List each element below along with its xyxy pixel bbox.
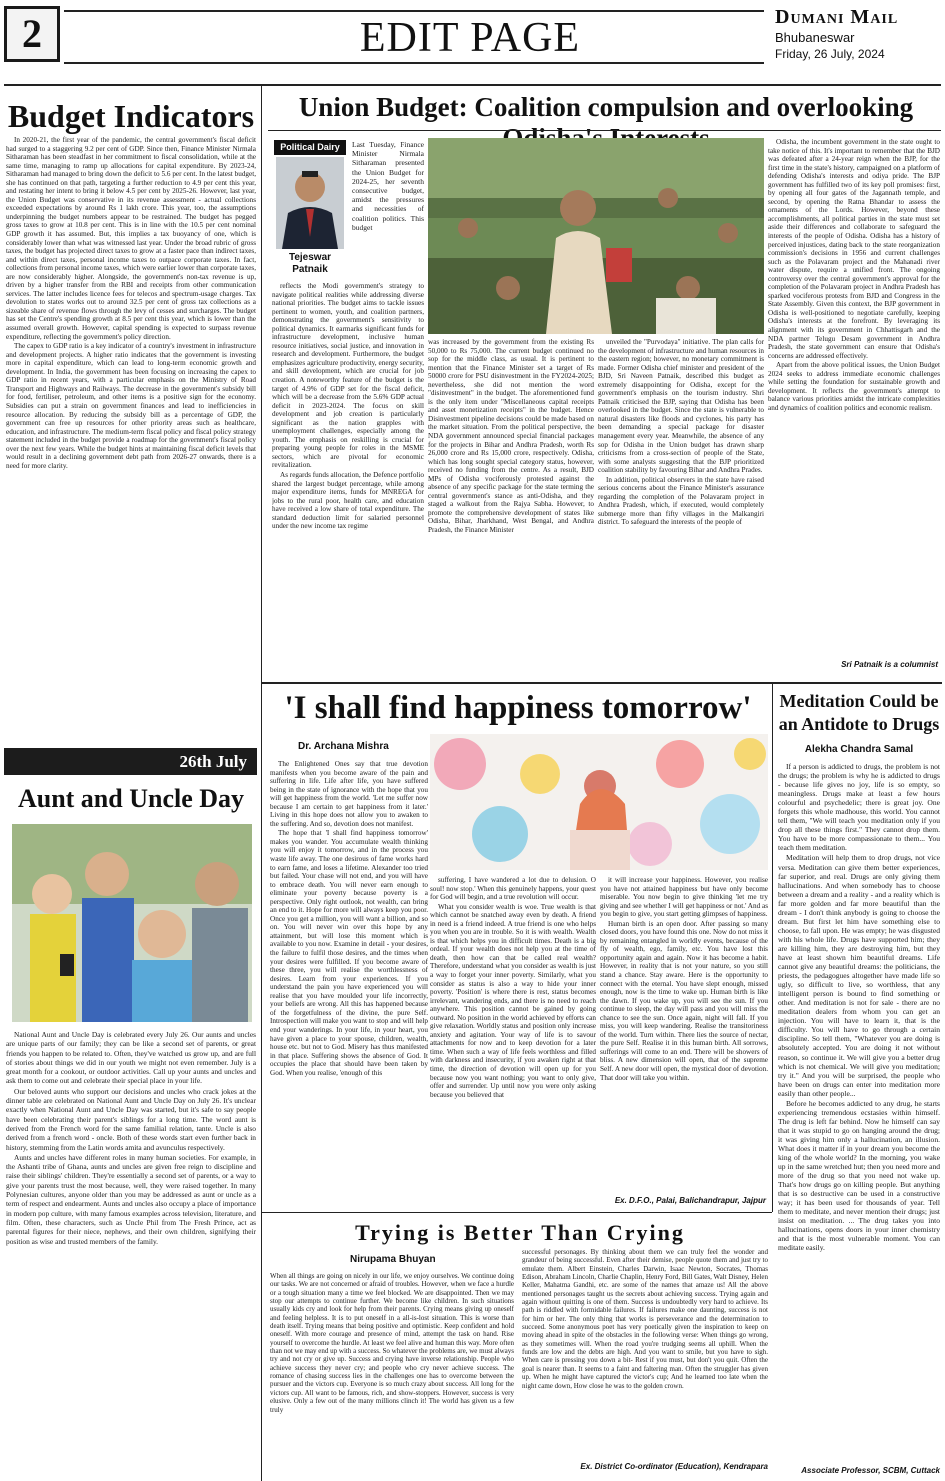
aunt-uncle-para-2: Our beloved aunts who support our decisions and uncles who crack jokes at the dinner table are celebrated on National Aunt and Uncle Day on July 26. It's unclear exactly when National Aunt and Uncle Day was started, but it's safe to say people have been celebrating their parent's siblings for a long time. The word aunt is derived from the French word for the same familial relation, tante. Uncle is also derived from a french word - oncle. Both of these words start even further back in history, stemming from the Latin words amita and avunculus respectively. [6, 1086, 256, 1152]
budget-indicators-para-1: In 2020-21, the first year of the pandemic, the central government's fiscal deficit had surged to a staggering 9.2 per cent of GDP. Since then, Finance Minister Nirmala Sitharaman has been steadfast in her commitment to fiscal consolidation, while at the same time, managing to ramp up allocations for capital expenditure. By 2023-24, Sitharaman had managed to bring down the deficit to 5.6 per cent. In the latest budget, she has continued on that path, targeting a further reduction to 4.9 per cent this year, and restating her intent to bring it below 4.5 per cent by 2025-26. However, last year, the Union Budget was conservative in its revenue assessment - actual collections exceeded expectations by around Rs 1 lakh crore. This year, too, the assumptions underpinning the budget numbers appear to be restrained. The budget has pegged gross taxes to grow at 10.8 per cent. This is in line with the 10.5 per cent nominal GDP growth it has assumed. But, this implies a tax buoyancy of one, which is considerably lower than what was witnessed last year. Under the broad rubric of gross taxes, the budget has projected direct taxes to grow at a faster pace than indirect taxes, and within direct taxes, personal income taxes to outpace corporate taxes. In fact, collections from personal income taxes, which were earlier lower than corporate taxes, are now considerably higher. Alongside, the government's non-tax revenue is up, driven by a higher transfer from the RBI and receipts from other communication services. The latter includes licence fees for telecos and spectrum-usage charges. Tax devolution to states works out to around 32.5 per cent of gross tax collections as a sizeable share of revenue flows through the levy of cesses and surcharges. The budget has set the Centre's spending growth at 8.5 per cent this year, which is lower than the assumed overall growth. However, capital spending is expected to surpass revenue expenditure, reflecting the government's policy direction. [6, 136, 256, 341]
paragraph: The hope that 'I shall find happiness tomorrow' makes you wander. You accumulate wealth thinking you will enjoy it tomorrow, and in the process you waste life away. The one desirous of fame works hard to earn fame, and loses a lifetime. Alexander too tried but failed. Your chase will not end, and you will have to embrace death. You will never earn enough to eliminate your poverty because poverty is a perspective. Only right outlook, not wealth, can bring an end to it. Hope for more will always keep you poor. Once you get a million, you will want a billion, and so on. You will never win over this hope by any attainment, but will lose this moment which is available to you now. Examine in detail - your desires, the failure to fulfil those desires, and the times when your desires were fulfilled. If you become aware of these three, you will realise the worthlessness of desires. Learn from your experiences. If you understand the pain you have experienced you will realise that you have moulded your life incorrectly, your beliefs are wrong. All this has happened because of the forgetfulness of the divine, the pure Self. Introspection will make you want to stop and will help end your wanderings. In your life, in your heart, you have given a place to your spouse, children, wealth, house etc. but not to God. Misery has thus manifested in that place. Suffering shows the absence of God. It occupies the place that should have been taken by God. When you realise, 'enough of this [270, 829, 428, 1077]
masthead-rule-top [64, 10, 764, 12]
political-dairy-label: Political Dairy [274, 140, 346, 155]
aunt-uncle-para-3: Aunts and uncles have different roles in many human societies. For example, in the Ashanti tribe of Ghana, aunts and uncles are given free reign to discipline and raise their siblings' children. They're essentially a second set of parents, or a way to give your parents trust the most because, well, they were raised together. In many Polynesian cultures, anyone older than you may be addressed as aunt or uncle as a term of respect and endearment. Aunts and uncles also occupy a place of importance in modern pop culture, with many famous examples across television, literature, and film. Often, these characters, such as Uncle Phil from The Fresh Prince, act as parental figures for their niece, nephews, and their own children, signifying their position as wise and trusted members of the family. [6, 1152, 256, 1246]
upper-lower-divider [262, 682, 942, 684]
aunt-uncle-body [6, 1030, 256, 1476]
meditation-headline: Meditation Could be an Antidote to Drugs [778, 691, 940, 734]
meditation-footnote: Associate Professor, SCBM, Cuttack [801, 1466, 940, 1475]
meditation-divider [772, 684, 773, 1212]
family-photo [12, 824, 252, 1022]
union-budget-col-2: was increased by the government from the existing Rs 50,000 to Rs 75,000. The current budget continued no sop for the middle class, as usual. It is pertinent to mention that the Finance Minister set a target of Rs 50000 crore for PSU disinvestment in the FY2024-2025; nevertheless, she did not mention the word "disinvestment" in the budget. The aforementioned fund is the only item under "Miscellaneous capital receipts and asset monetization receipts" in the budget. Hence Disinvestment pipeline decisions could be made based on the market situation. From the political perspective, the NDA government announced special financial packages for the projects in Bihar and Andhra Pradesh, worth Rs 26,000 crore and Rs 15,000 crore, respectively. Odisha, which has long sought special category status, however, received no funding from the centre. As a result, BJD MPs of Odisha vociferously protested against the absence of any specific package for the state terming the central government's stance as anti-Odisha, and they staged a walkout from the Rajya Sabha. However, to promote the comprehensive development of states like Odisha, Bihar, Jharkhand, West Bengal, and Andhra Pradesh, the Finance Minister [428, 338, 594, 535]
paragraph: Human birth is an open door. After passing so many closed doors, you have found this one. Now do not miss it by remaining entangled in worldly events, because of the fly of wealth, ego, family, etc. You have lost this opportunity again and again. Now it has become a habit. However, in reality that is not your nature, so you still stand a chance. Stay aware. Here is the opportunity to connect with the eternal. You have slept enough, missed enough, now is the time to wake up. Human birth is like the dawn. If you wake up, you will see the sun. If you continue to sleep, the day will pass and you will miss the chance to see the sun. Once again, night will fall. If you miss, you will keep wandering. Realise the transitoriness of the world. Turn within. There lies the source of nectar, the pure Self. Realise it in this human birth. All sorrows, sufferings will come to an end. There will be showers of bliss. A new dimension will open, that of the supreme Self. A new door will open, the mystical door of devotion. That door will take you within. [600, 919, 768, 1082]
union-headline-rule [268, 130, 941, 131]
budget-indicators-body [6, 136, 256, 738]
budget-indicators-headline: Budget Indicators [7, 98, 255, 134]
union-budget-col-4 [768, 138, 940, 658]
happiness-byline: Dr. Archana Mishra [298, 741, 389, 752]
paragraph: The Enlightened Ones say that true devotion manifests when you become aware of the pain and suffering in life. Life after life, you have suffered being in the state of ignorance with the hope that you will get happiness from the world. 'Let me suffer now because I am certain to get happiness from it later.' Living in this hope does not allow you to awaken to the suffering. And so, devotion does not manifest. [270, 760, 428, 828]
left-column-divider [261, 86, 262, 1481]
union-budget-col-3 [598, 338, 764, 676]
paragraph: In addition, political observers in the state have raised serious concerns about the Finance Minister's assurance regarding the completion of the Polavaram project in Andhra Pradesh, which, if executed, would completely submerge more than fifty villages in the Malkangiri district. To safeguard the interests of the people of [598, 475, 764, 527]
paragraph: suffering, I have wandered a lot due to delusion. O soul! now stop.' When this genuinely happens, your quest for God will begin, and a true revolution will occur. [430, 876, 596, 902]
issue-date: Friday, 26 July, 2024 [775, 47, 885, 61]
paragraph: If a person is addicted to drugs, the problem is not the drugs; the problem is why he is addicted to drugs - because life gives no joy, life is so empty, so meaningless. Drugs make at least a few hours colourful and psychedelic; there is great joy. One forgets this whole madhouse, this world. You cannot tell them, "We will teach you meditation only if you drop all these things first." They cannot drop them. You have to be more compassionate to them... You teach them meditation. [778, 762, 940, 853]
author-portrait [276, 157, 344, 249]
brand-name: Dumani Mail [775, 6, 899, 28]
paragraph: Before he becomes addicted to any drug, he starts experiencing tremendous ecstasies within himself. The drug is left far behind. Now he himself can say that it was stupid to go on hanging around the drug; it was giving him only a hallucination, an illusion. What does it matter if in your dream you become the king of the whole world? In the morning, you wake up in the same wretched hut; then you need more and more of the drug so that you need not wake up. That's how drugs go on killing people. But anything that is so destructive can be used in a constructive way; it has been used for thousands of year. Tell them to meditate, and never mention their drugs; just insist on meditation. ... The drug takes you into hallucinations, opens doors in your inner chemistry and that is the most vulnerable moment. You can meditate easily. [778, 1098, 940, 1253]
city: Bhubaneswar [775, 30, 855, 45]
trying-headline: Trying is Better Than Crying [355, 1220, 685, 1245]
masthead-rule-bottom [64, 62, 764, 64]
happiness-col-3 [600, 876, 768, 1192]
paragraph: it will increase your happiness. However, you realise you have not attained happiness but have only become miserable. You now begin to give thinking 'let me try giving and see whether I will get happiness or not.' And as you begin to give, you start getting glimpses of happiness. [600, 876, 768, 919]
parliament-photo [428, 138, 764, 334]
balloons-photo [430, 734, 768, 870]
date-band: 26th July [4, 748, 257, 775]
meditation-body [778, 762, 940, 1464]
trying-footnote: Ex. District Co-ordinator (Education), Kendrapara [580, 1462, 768, 1471]
union-budget-footnote: Sri Patnaik is a columnist [841, 660, 938, 669]
union-budget-intro: Last Tuesday, Finance Minister Nirmala Sitharaman presented the Union Budget for 2024-25, her seventh consecutive budget, amidst the pressures and necessities of coalition politics. This budget [352, 140, 424, 232]
meditation-byline: Alekha Chandra Samal [804, 744, 914, 755]
paragraph: Apart from the above political issues, the Union Budget 2024 seeks to address immediate economic challenges while setting the foundation for sustainable growth and development. It reflects the government's attempt to balance various priorities amidst the intricate complexities and dynamics of coalition politics and economic realism. [768, 361, 940, 412]
happiness-headline: 'I shall find happiness tomorrow' [284, 690, 752, 726]
trying-col-1: When all things are going on nicely in our life, we enjoy ourselves. We continue doing our tasks. We are not concerned or afraid of troubles. However, when we face a hurdle or a tough situation many a time we feel blocked. We are disappointed. Then we may stop our attempts to continue further. We become like children. In such situations usually kids cry and look for help from their parents. Crying means giving up oneself and feeling helpless. It is to put oneself in a all-is-lost situation. This is worse than death itself. Trying means that being positive and optimistic. Keep confident and hold oneself. With more courage and presence of mind, attempt the task on hand. Rise yourself to overcome the hurdle. At least we feel alive and human this way. More often than not we may end up with a success. So whatever the problems are, we must always try and not cry or give up. Success and crying have inverse relationship. People who achieve success they never cry; and people who cry never achieve success. The romance of chasing success lies in the challenges one has to overcome between the pursuer and the victors cup. Everyone is so much crazy about success. All long for the victors cup. All want to be famous, rich, and show-stoppers. However, success is very elusive. Only a few out of the many millions clinch it! The world has given us a few truly [270, 1272, 514, 1414]
happiness-col-1 [270, 760, 428, 1210]
trying-col-2: successful personages. By thinking about them we can truly feel the wonder and grandeur of being successful. Even after their demise, people quote them and just try to emulate them. Albert Einstein, Charles Darwin, Isaac Newton, Socrates, Thomas Edison, Abraham Lincoln, Charlie Chaplin, Henry Ford, Bill Gates, Walt Disney, Helen Keller, Mahatma Gandhi, etc. are some of the names that amaze us! All the above mentioned personages taught us the secrets about achieving success. Trying again and again without quitting is one of them. Success is undoubtedly very hard to achieve. Its path is riddled with formidable failures. If failures make one daunting, success is not for him or her. The only thing that works is perseverance and the determination to succeed. Some anonymous poet has very poetically given the inspiration to keep on moving ahead in spite of the obstacles in the following verse: When things go wrong, as they sometimes will. When the road you're trudging seems all uphill. When the funds are low and the debts are high. And you want to smile, but you have to sigh. When care is pressing you down a bit- Rest if you must, but don't you quit. Often the goal is nearer than. It seems to a faint and faltering man. Often the struggler has given up. When he might have captured the victor's cup; And he learned too late when the night came down, How close he was to the golden crown. [522, 1248, 768, 1390]
page-number: 2 [4, 6, 60, 62]
paragraph: unveiled the "Purvodaya" initiative. The plan calls for the development of infrastructure and human resources in the eastern region; however, no monetary commitment is made. Former Odisha chief minister and president of the BJD, Sri Naveen Patnaik, described this budget as extremely disappointing for Odisha, except for the government's emphasis on the tourism industry. Shri Patnaik criticised the BJP, saying that Odisha has been overlooked in the budget. Since the state is vulnerable to natural disasters like floods and cyclones, his party has been demanding a special package for disaster management every year. Meanwhile, the absence of any sop for Odisha in the Union budget has drawn sharp criticisms from a cross-section of people of the State, with some analysts suggesting that the BJP prioritized coalition stability by favouring Bihar and Andhra Prades. [598, 338, 764, 475]
trying-byline: Nirupama Bhuyan [350, 1254, 436, 1265]
union-budget-headline: Union Budget: Coalition compulsion and overlooking [298, 92, 914, 122]
aunt-uncle-para-1: National Aunt and Uncle Day is celebrated every July 26. Our aunts and uncles are unique parts of our family; they can be like a second set of parents, or great friends you happen to be related to. Often, they've watched us grow up, and are full of stories about things we did in our youth we might not even remember. July is a great month for a cookout, or outdoor activities. Call up your aunts and uncles and ask them to come out and celebrate their special place in your life. [6, 1030, 256, 1086]
paragraph: As regards funds allocation, the Defence portfolio shared the largest budget percentage, while among major expenditure items, funds for MNREGA for jobs to the rural poor, health care, and education have received a low share of total expenditure. The standard deduction limit for salaried personnel under the new income tax regime [272, 471, 424, 531]
paragraph: What you consider wealth is woe. True wealth is that which cannot be snatched away even by death. A friend in need is a friend indeed. A true friend is one who helps you when you are in trouble. So it is with wealth. Wealth is that which helps you in difficult times. Death is a big ordeal. If your wealth does not help you at the time of death, then how can that be called real wealth? Therefore, understand what you consider as wealth is just a way to forget your inner poverty. Similarly, what you consider as status is also a way to hide your inner poverty. 'Position' is where there is rest, status becomes irrelevant, wandering ends, and there is no need to reach anywhere. This position cannot be gained by going outward. No position in the world achieved by efforts can give relaxation. Worldly status and position only increase anxiety and agitation. Your way of life is to savour attachments for now and to keep devotion for a later time. When such a way of life feels worthless and filled with darkness and insecurity, if you awaken right at that time, the direction of devotion will open up for you because now you want nothing; you want to only give, offer and surrender. Up until now you were only asking because you believed that [430, 902, 596, 1099]
aunt-uncle-headline: Aunt and Uncle Day [17, 784, 245, 813]
paragraph: Meditation will help them to drop drugs, not vice versa. Meditation can give them better experiences, far superior, and real. Drugs are only giving them hallucinations. And when somebody has to choose between a dream and a reality - and a reality which is far more golden and far more beautiful than the dream - I don't think anybody is going to choose the dream. But first let him have something else to choose, to fall upon. He was empty; he was disgusted with his whole life. Drugs have supported him; they are killing him, they are destroying him, but they have at least shown him beautiful dreams. Life cannot give any beautiful dreams: the politicians, the priests, the pedagogues altogether have made life so ugly, so difficult to live, so worthless, that any intelligent person is bound to find something or other. And meditation is not for sale - there are no meditation dealers from whom you can get an injection. You will have to learn it, that is the difficulty. You will have to go through a certain discipline. So tell them, "Whatever you are doing is absolutely accepted. You are doing it not without reason, so continue it. We will give you a better drug which is not chemical. We will give you meditation; try it." And you will be surprised, the people who have been on drugs can enter into meditation more easily than other people... [778, 853, 940, 1098]
paragraph: Odisha, the incumbent government in the state ought to take notice of this. It's important to remember that the BJD was defeated after a 24-year reign when the BJP, for the first time in the state's history, campaigned on a platform of defending Odisha's interests and odiya pride. The BJP government has fulfilled two of its key poll promises: first, by opening all four gates of the Jagannath temple, and second, by opening the Ratna Bhandar to assess the ornaments of the Lords. However, beyond these accomplishments, all political parties in the state must set aside their differences and collaborate to safeguard the interests of the people of Odisha. Odisha has a history of perceived injustices, dating back to the state reorganization commission's decisions in 1956 and current challenges such as the Polavaram project and the Mahanadi river water dispute, require a unified front. The ongoing controversy over the central government's approval for the completion of the Polavaram project in Andhra Pradesh has sparked vociferous protests from BJD and Congress in the State Assembly. Given this context, the BJP government in Odisha is well-positioned to negotiate carefully, keeping Odisha's interests at the forefront. By leveraging its alignment with its government in Chhattisgarh and the NDA partner Telugu Desam government in Andhra Pradesh, the state government can ensure that Odisha's concerns are addressed effectively. [768, 138, 940, 360]
budget-indicators-para-2: The capex to GDP ratio is a key indicator of a country's investment in infrastructure and development projects. A higher ratio indicates that the government is investing more in capital expenditure, which can lead to long-term economic growth and development. In India, the government has been focusing on increasing the capex to GDP ratio in recent years, with a particular emphasis on the Ministry of Road Transport and Highways and Railways. The decrease in the government's subsidy bill for food, fertiliser, petroleum, and other items is a positive sign for the economy. Subsidies can put a strain on government finances and lead to inefficiencies in resource allocation. By reducing the subsidy bill as a percentage of GDP, the government can free up resources for other priority areas such as healthcare, education, and infrastructure. The medium-term fiscal policy and fiscal policy strategy statement included in the budget provide a roadmap for the government's fiscal policy over the next few years. While the budget hints at maintaining fiscal deficit levels that would result in a declining government debt path from 2026-27 onwards, there is a need for more clarity. [6, 342, 256, 470]
masthead-divider [4, 84, 941, 86]
paragraph: reflects the Modi government's strategy to navigate political realities while addressing diverse national priorities. The budget aims to tackle issues pertinent to women, youth, and coalition partners, demonstrating the government's sensitivity to political dynamics. It earmarks significant funds for infrastructure development, inclusive human resource initiatives, social justice, and innovation in research and development. Furthermore, the budget emphasizes agriculture productivity, energy security, and skill development, which are crucial for job creation. A noteworthy feature of the budget is the target of 4.9% of GDP set for the fiscal deficit, which will be a decrease from the 5.6% GDP actual deficit in 2023-2024. The focus on skill development and job creation is particularly significant as the nation grapples with unemployment challenges, especially among the youth. The emphasis on reskilling is crucial for preparing young people for roles in the MSME sectors, which are pivotal for economic revitalization. [272, 282, 424, 470]
happiness-footnote: Ex. D.F.O., Palai, Balichandrapur, Jajpur [614, 1196, 766, 1205]
union-budget-col-1 [272, 282, 424, 676]
section-title: EDIT PAGE [359, 15, 581, 61]
happiness-col-2 [430, 876, 596, 1210]
author-name: Tejeswar Patnaik [288, 252, 332, 275]
trying-rule [262, 1212, 772, 1213]
